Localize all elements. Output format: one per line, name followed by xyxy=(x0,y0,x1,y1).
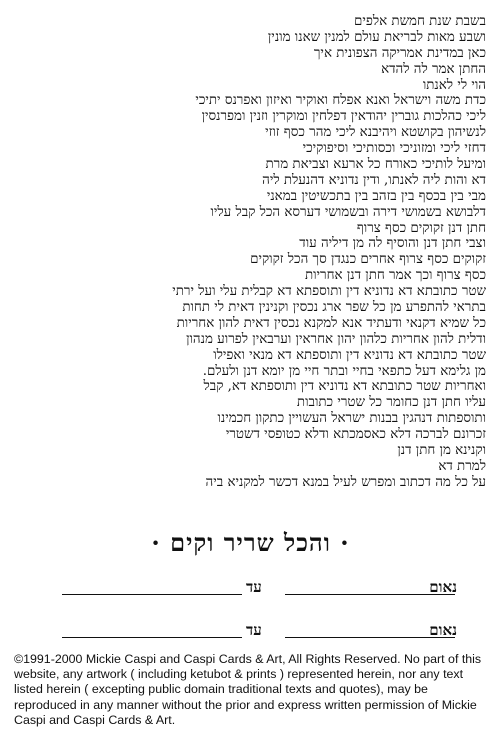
ketubah-line: מן גלימא דעל כתפאי בחיי ובתר חיי מן יומא דנן ולעלם. xyxy=(202,363,486,379)
ketubah-line: ליכי כהלכות גוברין יהודאין דפלחין ומוקרין וזנין ומפרנסין xyxy=(201,109,486,125)
ketubah-line: חתן דנן זקוקים כסף צרוף xyxy=(356,220,486,236)
ketubah-line: ותוספתות דנהגין בבנות ישראל העשויין כתקון חכמינו xyxy=(217,411,486,427)
witness-name-line[interactable] xyxy=(62,637,242,638)
ketubah-line: החתן אמר לה להדא xyxy=(381,61,486,77)
witness-signature-line[interactable] xyxy=(285,637,455,638)
ketubah-line: ושבע מאות לבריאת עולם למנין שאנו מונין xyxy=(267,29,486,45)
ketubah-line: ואחריות שטר כתובתא דא נדוניא דין ותוספתא דא, קבל xyxy=(203,379,486,395)
ketubah-line: ודלית להון אחריות כלהון יהון אחראין וערבאין לפרוע מנהון xyxy=(186,331,486,347)
copyright-notice: ©1991-2000 Mickie Caspi and Caspi Cards & Art, All Rights Reserved. No part of this website, any artwork ( including ketubot & prints ) represented herein, nor any text listed herein ( excepting public domain traditional texts and quotes), may be reproduced in any manner without the prior and express written permission of Mickie Caspi and Caspi Cards & Art. xyxy=(14,652,482,727)
ketubah-line: מבי בין בכסף בין בזהב בין בתכשיטין במאני xyxy=(266,188,486,204)
ketubah-line: דלבושא בשמושי דירה ובשמושי דערסא הכל קבל עליו xyxy=(210,204,486,220)
ketubah-line: כאן במדינת אמריקה הצפונית איך xyxy=(313,45,486,61)
closing-flourish: · והכל שריר וקים · xyxy=(151,528,350,557)
ketubah-line: וקנינא מן חתן דנן xyxy=(397,443,486,459)
ketubah-line: כדת משה וישראל ואנא אפלח ואוקיר ואיזון ואפרנס יתיכי xyxy=(195,93,486,109)
ketubah-line: דחזי ליכי ומזוניכי וכסותיכי וסיפוקיכי xyxy=(302,141,486,157)
ketubah-line: בתראי להתפרע מן כל שפר ארג נכסין וקנינין דאית לי תחות xyxy=(182,300,486,316)
ketubah-line: למרת דא xyxy=(438,458,486,474)
witness-signature-line[interactable] xyxy=(285,594,455,595)
ketubah-line: וצבי חתן דנן והוסיף לה מן דיליה עוד xyxy=(299,236,486,252)
ketubah-line: ומיעל לותיכי כאורח כל ארעא וצביאת מרת xyxy=(265,157,486,173)
ketubah-line: עליו חתן דנן כחומר כל שטרי כתובות xyxy=(296,395,486,411)
ketubah-line: בשבת שנת חמשת אלפים xyxy=(353,14,486,29)
ketubah-line: שטר כתובתא דא נדוניא דין ותוספתא דא קבלית עלי ועל ירתי xyxy=(172,284,486,300)
ketubah-line: זקוקים כסף צרוף אחרים כנגדן סך הכל זקוקים xyxy=(250,252,486,268)
ketubah-line: לנשיהון בקושטא ויהיבנא ליכי מהר כסף זוזי xyxy=(265,125,486,141)
ketubah-line: על כל מה דכתוב ומפרש לעיל במנא דכשר למקניא ביה xyxy=(205,474,486,490)
witness-label: עד xyxy=(246,621,262,639)
ketubah-line: כל שמיא דקנאי ודעתיד אנא למקנא נכסין דאית להון אחריות xyxy=(176,315,486,331)
ketubah-line: כסף צרוף וכך אמר חתן דנן אחריות xyxy=(304,268,486,284)
witness-name-label: נאום xyxy=(429,578,457,596)
witness-name-label: נאום xyxy=(429,621,457,639)
witness-name-line[interactable] xyxy=(62,594,242,595)
ketubah-line: שטר כתובתא דא נדוניא דין ותוספתא דא מנאי ואפילו xyxy=(213,347,486,363)
witness-label: עד xyxy=(246,578,262,596)
ketubah-line: דא והות ליה לאנתו, ודין נדוניא דהנעלת ליה xyxy=(262,172,486,188)
ketubah-text xyxy=(14,14,486,491)
ketubah-line: זכרונם לברכה דלא כאסמכתא ודלא כטופסי דשטרי xyxy=(225,427,486,443)
ketubah-line: הוי לי לאנתו xyxy=(422,77,486,93)
